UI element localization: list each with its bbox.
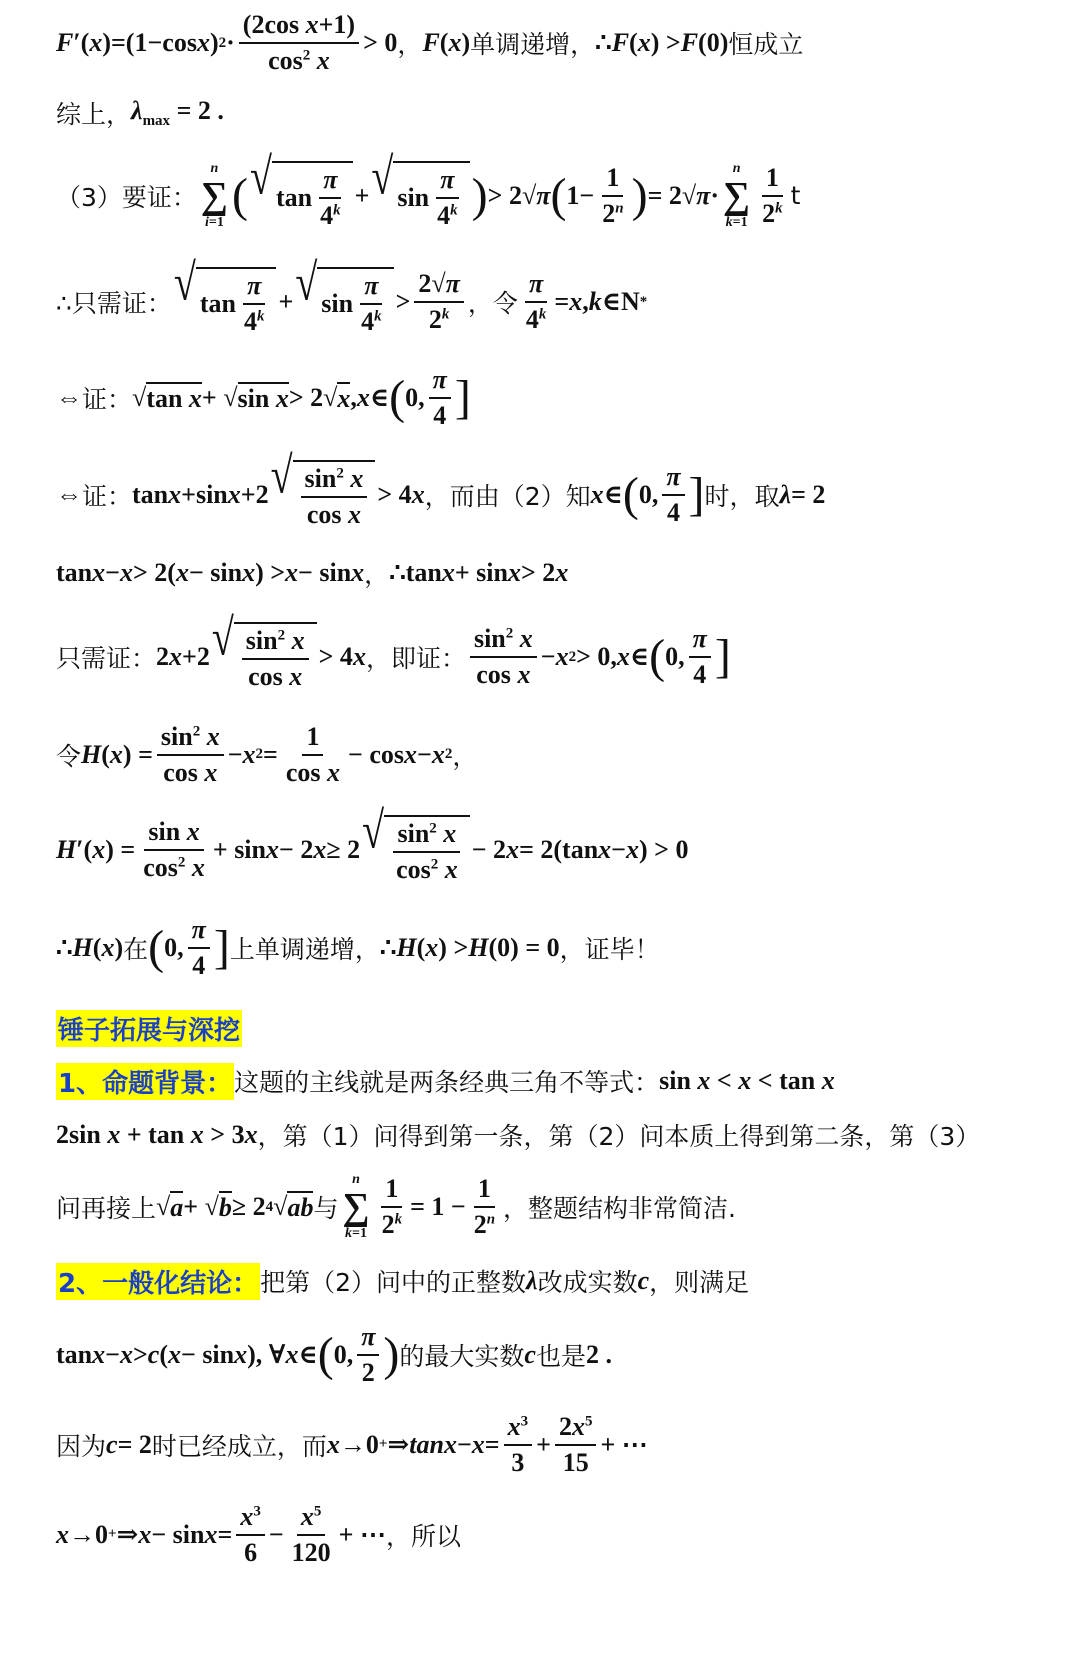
background-line-2: 2sin x + tan x > 3x ，第（1）问得到第一条，第（2）问本质上得到第二条，第（3）	[56, 1120, 981, 1151]
equiv-line-1: ⇔ 证： √ tan x + √ sin x > 2√ x , x ∈ ( 0, $\frac{\pi}{4}$ ]	[56, 365, 471, 430]
lambda-max-line: 综上， $\lambda_{max} = 2$ .	[56, 95, 224, 130]
section-title-line	[56, 1005, 1056, 1051]
H-derivative-line: H ′( x ) = $\frac{\text{sin x}}{\cos^2 x}$ + sin x − 2 x ≥ 2 √ $\frac{\sin^2 x}{\cos^2 x}$ − 2 x = 2(tan x − x ) > 0	[56, 800, 689, 884]
equiv-line-2: ⇔ 证： tan x +sin x +2 √ $\frac{\sin^2 x}{\text{cos x}}$ > 4 x ，而由（2）知 x ∈ ( 0, $\frac{\pi}{4}$ ] 时，取 λ = 2	[56, 445, 826, 529]
only-need-line: ∴只需证： √ tan $\frac{\pi}{4^k}$ + √ sin $\frac{\pi}{4^k}$ > $\frac{2√\pi}{2^k}$ ，令 $\frac{\pi}{4^k}$ = x , k ∈N *	[56, 252, 648, 336]
H-monotonic-line: ∴ H ( x ) 在 ( 0, $\frac{\pi}{4}$ ] 上单调递增， ∴ H ( x ) > H (0) = 0 ，证毕！	[56, 914, 660, 980]
tan-ineq-line: tan x − x > 2( x − sin x ) > x − sin x ， ∴tan x + sin x > 2 x	[56, 558, 569, 589]
general-line-2: tan x − x > c ( x − sin x ), ∀ x ∈ ( 0, $\frac{\pi}{2}$ ) 的最大实数 c 也是 2 .	[56, 1321, 612, 1387]
general-line-4: x →0 + ⇒ x − sin x = $\frac{x^3}{6}$ − $\frac{x^5}{120}$ + ⋯ ，所以	[56, 1501, 461, 1567]
only-need-line-2: 只需证： 2 x +2 √ $\frac{\sin^2 x}{\text{cos x}}$ > 4 x ，即证： $\frac{\sin^2 x}{\text{cos x}}$ − x 2 > 0, x ∈ ( 0, $\frac{\pi}{4}$ ]	[56, 607, 731, 691]
general-label: 2、一般化结论：	[56, 1263, 260, 1300]
background-line-1: 1、命题背景： 这题的主线就是两条经典三角不等式： sin x < x < tan x	[56, 1058, 1056, 1104]
general-line-1: 2、一般化结论： 把第（2）问中的正整数 λ 改成实数 c ，则满足	[56, 1258, 1056, 1304]
part3-goal-line: （3）要证： n ∑ i=1 ( √ tan $\frac{\pi}{4^k}$ + √ sin $\frac{\pi}{4^k}$ ) > 2√ π ( 1− $\frac{1}{2^n}$ ) = 2√ π · n ∑ k=1 $\frac{1}{2^k}$ t	[56, 146, 801, 230]
derivative-F-line: F ′( x )=(1−cos x ) 2 · $\frac{\text{(2cos x+1)}}{\cos^2 x}$ > 0 ， F ( x ) 单调递增， ∴ F ( x ) > F (0) 恒成立	[56, 10, 804, 75]
define-H-line: 令 H ( x ) = $\frac{\sin^2 x}{\text{cos x}}$ − x 2 = $\frac{1}{\text{cos x}}$ − cos x − x 2 ，	[56, 721, 478, 787]
section-title: 锤子拓展与深挖	[56, 1010, 242, 1047]
background-line-3: 问再接上 √ a + √ b ≥ 2 4 √ ab 与 n ∑ k=1 $\frac{1}{2^k}$ = 1 − $\frac{1}{2^n}$ ，整题结构非常简洁.	[56, 1172, 736, 1241]
general-line-3: 因为 c = 2 时已经成立，而 x →0 + ⇒ tanx − x = $\frac{x^3}{3}$ + $\frac{2x^5}{15}$ + ⋯	[56, 1411, 648, 1477]
background-label: 1、命题背景：	[56, 1063, 234, 1100]
